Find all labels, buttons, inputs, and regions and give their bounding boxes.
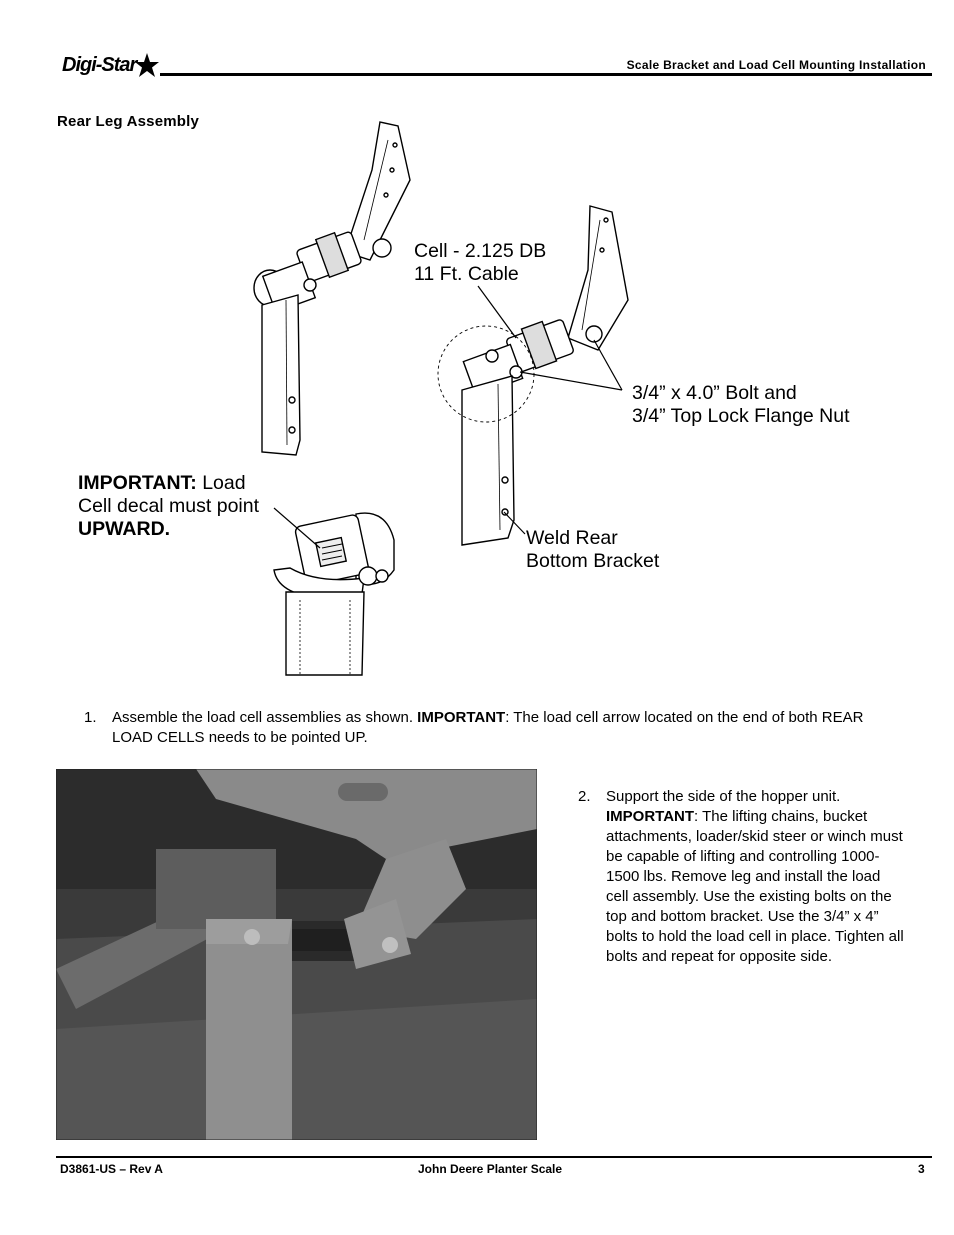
star-icon <box>134 52 160 78</box>
step-number: 1. <box>84 709 97 726</box>
step-1 <box>84 708 904 752</box>
logo-text: Digi-Star <box>62 54 137 76</box>
digi-star-logo <box>62 52 162 80</box>
step-number: 2. <box>578 788 591 805</box>
footer-rule <box>56 1156 932 1158</box>
section-title: Rear Leg Assembly <box>57 113 200 130</box>
step-text-before: Support the side of the hopper unit. <box>606 788 841 805</box>
step-text <box>112 708 902 748</box>
step-important: IMPORTANT <box>417 709 506 726</box>
step-text-after: : The load cell arrow located on the end of both REAR LOAD CELLS needs to be pointed UP. <box>112 709 864 746</box>
bolt-callout-line2: 3/4” Top Lock Flange Nut <box>632 405 850 427</box>
step-text-after: : The lifting chains, bucket attachments, loader/skid steer or winch must be capable of lifting and controlling 1000-1500 lbs. Remove leg and install the load cell assembly. Use the existing bolts on the top and bottom bracket. Use the 3/4” x 4” bolts to hold the load cell in place. Tighten all bolts and repeat for opposite side. <box>606 808 904 965</box>
step-important: IMPORTANT <box>606 808 695 825</box>
step-text <box>606 787 906 967</box>
photo-graphic <box>56 769 537 1140</box>
document-id: D3861-US – Rev A <box>60 1162 163 1176</box>
page-number: 3 <box>918 1162 925 1176</box>
important-label: IMPORTANT: <box>78 472 197 494</box>
important-line3: UPWARD. <box>78 518 171 540</box>
important-line2: Cell decal must point <box>78 495 260 517</box>
cell-callout-line2: 11 Ft. Cable <box>414 263 519 285</box>
weld-callout <box>526 527 659 573</box>
bolt-callout-line1: 3/4” x 4.0” Bolt and <box>632 382 797 404</box>
step-text-before: Assemble the load cell assemblies as shown. <box>112 709 418 726</box>
bolt-callout <box>632 382 850 428</box>
cell-callout-line1: Cell - 2.125 DB <box>414 240 547 262</box>
important-callout <box>78 472 259 541</box>
header-title: Scale Bracket and Load Cell Mounting Installation <box>626 58 926 72</box>
important-line1-rest: Load <box>196 472 246 494</box>
cell-callout <box>414 240 546 286</box>
rear-leg-assembly-diagram <box>0 100 954 690</box>
document-title: John Deere Planter Scale <box>418 1162 563 1176</box>
weld-callout-line1: Weld Rear <box>526 527 618 549</box>
header-rule <box>160 73 932 76</box>
weld-callout-line2: Bottom Bracket <box>526 550 660 572</box>
step-2 <box>578 787 908 1017</box>
installation-photo <box>56 769 537 1140</box>
